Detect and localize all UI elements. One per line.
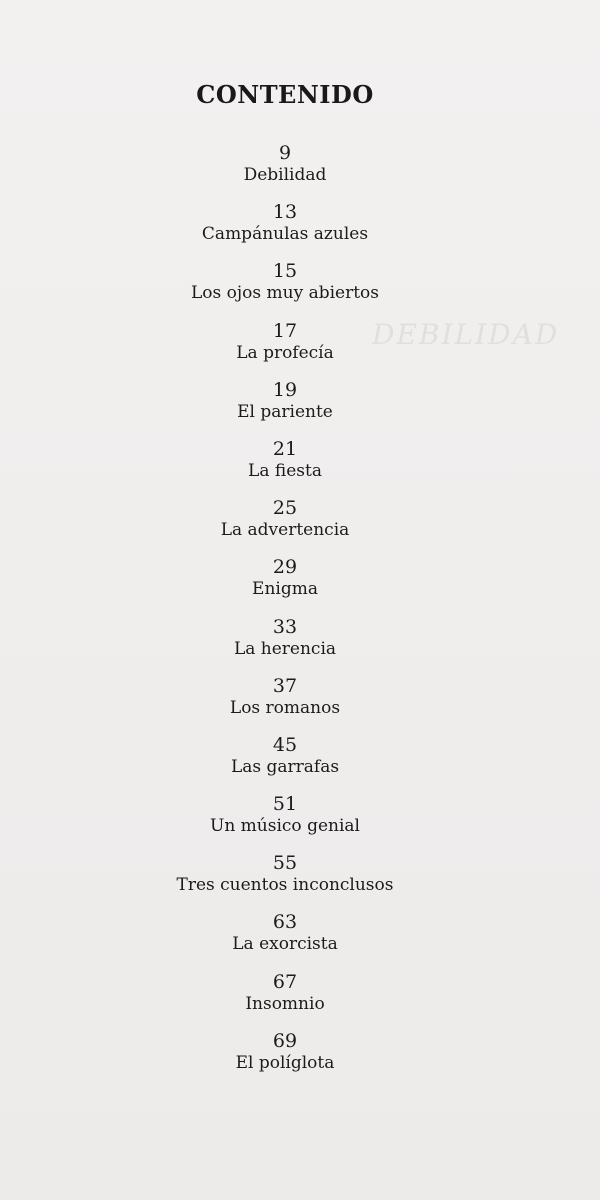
toc-page-number: 37	[272, 674, 298, 697]
toc-page-number: 69	[272, 1029, 298, 1052]
toc-page-number: 15	[272, 260, 298, 283]
toc-chapter-title: La advertencia	[220, 520, 350, 541]
toc-chapter-title: La profecía	[236, 342, 334, 363]
toc-entry	[0, 260, 570, 319]
toc-entry	[0, 616, 570, 675]
toc-chapter-title: El políglota	[235, 1052, 335, 1073]
toc-chapter-title: La herencia	[233, 638, 337, 659]
toc-chapter-title: Un músico genial	[210, 816, 360, 837]
bleed-through-heading: DEBILIDAD	[372, 318, 560, 351]
toc-entry	[0, 911, 570, 970]
toc-page-number: 9	[278, 142, 292, 164]
toc-page-number: 19	[272, 378, 298, 401]
toc-chapter-title: El pariente	[237, 401, 333, 422]
toc-entry	[0, 971, 570, 1030]
page-title: CONTENIDO	[196, 80, 374, 109]
table-of-contents	[0, 142, 570, 1089]
toc-entry	[0, 320, 570, 379]
toc-page-number: 63	[272, 911, 298, 934]
toc-chapter-title: Los ojos muy abiertos	[190, 283, 380, 304]
toc-chapter-title: Las garrafas	[230, 756, 340, 777]
toc-chapter-title: Insomnio	[245, 993, 325, 1014]
toc-chapter-title: La fiesta	[248, 460, 322, 481]
toc-chapter-title: Debilidad	[243, 165, 327, 185]
toc-page-number: 13	[272, 201, 298, 224]
toc-entry	[0, 675, 570, 734]
toc-chapter-title: Enigma	[252, 579, 318, 600]
toc-entry	[0, 556, 570, 615]
toc-page-number: 33	[272, 615, 298, 638]
toc-page-number: 45	[272, 733, 298, 756]
toc-entry	[0, 852, 570, 911]
toc-page-number: 29	[272, 556, 298, 579]
toc-chapter-title: Los romanos	[229, 697, 341, 718]
toc-entry	[0, 142, 570, 201]
toc-page-number: 67	[272, 970, 298, 993]
toc-page-number: 25	[272, 497, 298, 520]
toc-chapter-title: La exorcista	[232, 934, 338, 955]
toc-page-number: 17	[272, 319, 298, 342]
toc-page-number: 21	[272, 437, 298, 460]
toc-entry	[0, 201, 570, 260]
toc-entry	[0, 734, 570, 793]
toc-page-number: 55	[272, 852, 298, 875]
toc-entry	[0, 379, 570, 438]
toc-page-number: 51	[272, 793, 298, 816]
toc-chapter-title: Campánulas azules	[201, 224, 369, 245]
toc-entry	[0, 438, 570, 497]
toc-entry	[0, 497, 570, 556]
toc-chapter-title: Tres cuentos inconclusos	[176, 875, 394, 896]
toc-entry	[0, 1030, 570, 1089]
toc-entry	[0, 793, 570, 852]
